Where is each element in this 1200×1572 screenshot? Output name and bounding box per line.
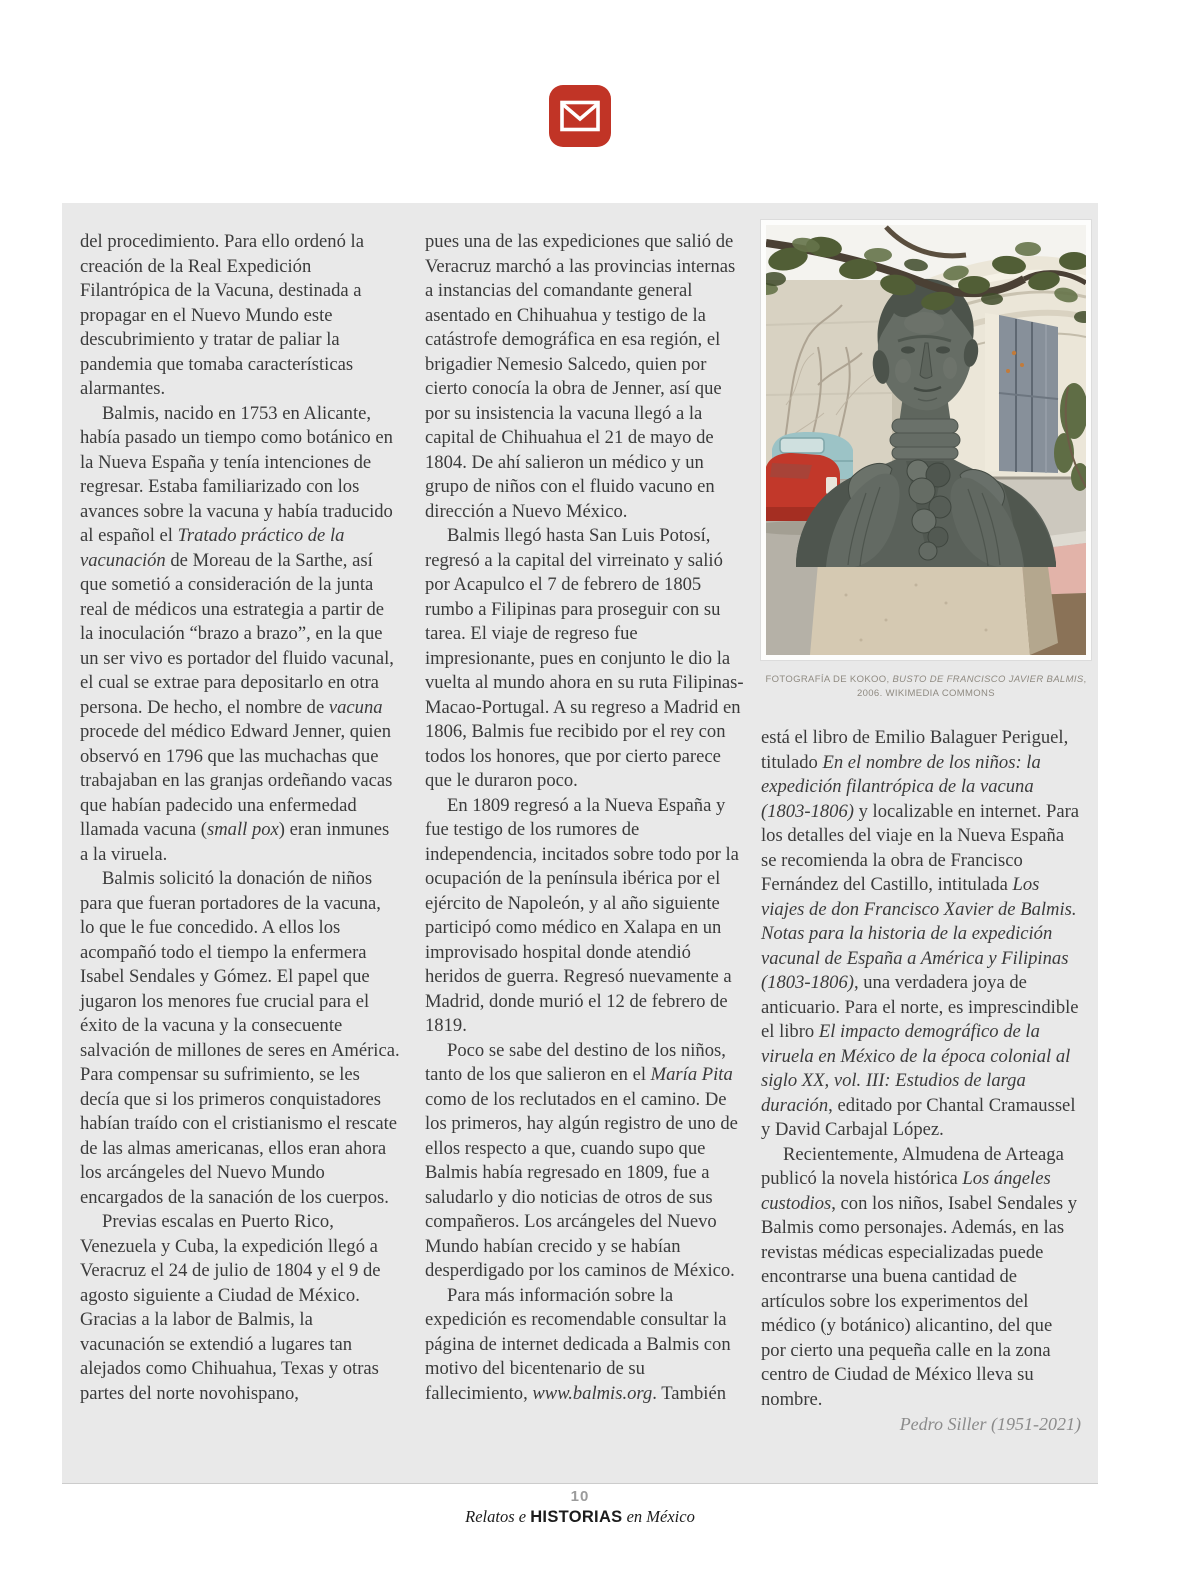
page-footer: [62, 1488, 1098, 1527]
text-column-1: del procedimiento. Para ello ordenó la creación de la Real Expedición Filantrópica de la Vacuna, destinada a propagar en el Nuevo Mundo este descubrimiento y tratar de paliar la pandemia que tomaba características alarmantes. Balmis, nacido en 1753 en Alicante, había pasado un tiempo como botánico en la Nueva España y tenía intenciones de regresar. Estaba familiarizado con los avances sobre la vacuna y había traducido al español el Tratado práctico de la vacunación de Moreau de la Sarthe, así que sometió a consideración de la junta real de médicos una estrategia a partir de la inoculación “brazo a brazo”, en la que un ser vivo es portador del fluido vacunal, el cual se extrae para depositarlo en otra persona. De hecho, el nombre de vacuna procede del médico Edward Jenner, quien observó en 1796 que las muchachas que trabajaban en las granjas ordeñando vacas que habían padecido una enfermedad llamada vacuna (small pox) eran inmunes a la viruela. Balmis solicitó la donación de niños para que fueran portadores de la vacuna, lo que le fue concedido. A ellos los acompañó todo el tiempo la enfermera Isabel Sendales y Gómez. El papel que jugaron los menores fue crucial para el éxito de la vacuna y la consecuente salvación de millones de seres en América. Para compensar su sufrimiento, se les decía que si los primeros conquistadores habían traído con el cristianismo el rescate de las almas americanas, ellos eran ahora los arcángeles del Nuevo Mundo encargados de la sanación de los cuerpos. Previas escalas en Puerto Rico, Venezuela y Cuba, la expedición llegó a Veracruz el 24 de julio de 1804 y el 9 de agosto siguiente a Ciudad de México. Gracias a la labor de Balmis, la vacunación se extendió a lugares tan alejados como Chihuahua, Texas y otras partes del norte novohispano,: [80, 231, 400, 1404]
photo-caption-line2: 2006. WIKIMEDIA COMMONS: [857, 688, 995, 699]
envelope-icon-svg: [549, 85, 611, 147]
text-column-2: pues una de las expediciones que salió de Veracruz marchó a las provincias internas a instancias del comandante general asentado en Chihuahua y testigo de la catástrofe demográfica en esa región, el brigadier Nemesio Salcedo, quien por cierto conocía la obra de Jenner, así que por su insistencia la vacuna llegó a la capital de Chihuahua el 21 de mayo de 1804. De ahí salieron un médico y un grupo de niños con el fluido vacuno en dirección a Nuevo México. Balmis llegó hasta San Luis Potosí, regresó a la capital del virreinato y salió por Acapulco el 7 de febrero de 1805 rumbo a Filipinas para proseguir con su tarea. El viaje de regreso fue impresionante, pues en conjunto le dio la vuelta al mundo ahora en su ruta Filipinas-Macao-Portugal. A su regreso a Madrid en 1806, Balmis fue recibido por el rey con todos los honores, que por cierto parece que le duraron poco. En 1809 regresó a la Nueva España y fue testigo de los rumores de independencia, incitados sobre todo por la ocupación de la península ibérica por el ejército de Napoleón, y al año siguiente participó como médico en Xalapa en un improvisado hospital donde atendió heridos de guerra. Regresó nuevamente a Madrid, donde murió el 12 de febrero de 1819. Poco se sabe del destino de los niños, tanto de los que salieron en el María Pita como de los reclutados en el camino. De los primeros, hay algún registro de uno de ellos respecto a que, cuando supo que Balmis había regresado en 1809, fue a saludarlo y dio noticias de otros de sus compañeros. Los arcángeles del Nuevo Mundo habían crecido y se habían desperdigado por los caminos de México. Para más información sobre la expedición es recomendable consultar la página de internet dedicada a Balmis con motivo del bicentenario de su fallecimiento, www.balmis.org. También: [425, 231, 744, 1404]
bust-photo-illustration: [766, 225, 1086, 655]
envelope-icon: [549, 85, 611, 147]
magazine-brand: Relatos e HISTORIAS en México: [465, 1507, 695, 1526]
photo-caption-line1: FOTOGRAFÍA DE KOKOO, BUSTO DE FRANCISCO JAVIER BALMIS,: [765, 674, 1087, 685]
photo-caption: [761, 673, 1091, 701]
text-column-3: está el libro de Emilio Balaguer Periguel, titulado En el nombre de los niños: la expedición filantrópica de la vacuna (1803-1806) y localizable en internet. Para los detalles del viaje en la Nueva España se recomienda la obra de Francisco Fernández del Castillo, intitulada Los viajes de don Francisco Xavier de Balmis. Notas para la historia de la expedición vacunal de España a América y Filipinas (1803-1806), una verdadera joya de anticuario. Para el norte, es imprescindible el libro El impacto demográfico de la viruela en México de la época colonial al siglo XX, vol. III: Estudios de larga duración, editado por Chantal Cramaussel y David Carbajal López. Recientemente, Almudena de Arteaga publicó la novela histórica Los ángeles custodios, con los niños, Isabel Sendales y Balmis como personajes. Además, en las revistas médicas especializadas puede encontrarse una buena cantidad de artículos sobre los experimentos del médico (y botánico) alicantino, del que por cierto una pequeña calle en la zona centro de Ciudad de México lleva su nombre.: [761, 727, 1080, 1410]
author-byline: Pedro Siller (1951-2021): [899, 1414, 1081, 1434]
bust-photo: [761, 220, 1091, 660]
article-panel: [62, 203, 1098, 1484]
text-column-3-wrap: [761, 220, 1095, 1437]
page-number: 10: [570, 1488, 590, 1505]
